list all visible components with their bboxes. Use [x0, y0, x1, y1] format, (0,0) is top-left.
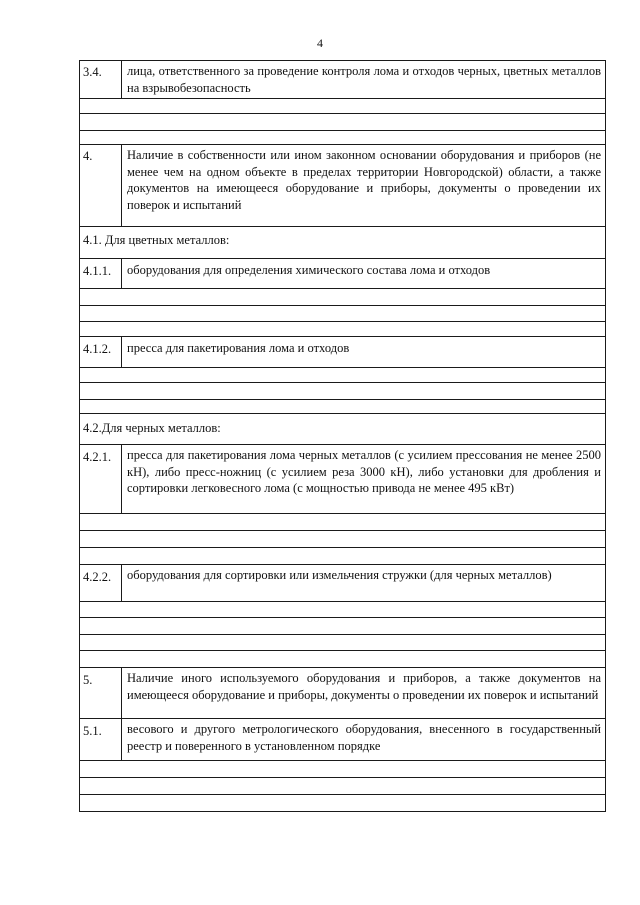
item-text: Наличие иного используемого оборудования и приборов, а также документов на имеющееся оборудование и приборы, документы о проведении их поверок и испытаний [127, 671, 601, 702]
row-divider [79, 367, 606, 368]
row-divider [79, 601, 606, 602]
row-divider [79, 60, 606, 61]
row-divider [79, 444, 606, 445]
item-number: 3.4. [83, 65, 102, 79]
column-divider [121, 60, 122, 98]
section-heading: 4.2.Для черных металлов: [83, 421, 221, 435]
table-right-border [605, 60, 606, 812]
row-divider [79, 288, 606, 289]
column-divider [121, 258, 122, 288]
item-text: оборудования для определения химического состава лома и отходов [127, 263, 491, 277]
item-number: 4.2.2. [83, 570, 112, 584]
row-divider [79, 258, 606, 259]
column-divider [121, 444, 122, 513]
row-divider [79, 113, 606, 114]
item-text: пресса для пакетирования лома и отходов [127, 341, 350, 355]
column-divider [121, 144, 122, 226]
row-divider [79, 811, 606, 812]
row-divider [79, 336, 606, 337]
row-divider [79, 305, 606, 306]
item-number: 4.1.1. [83, 264, 112, 278]
item-number: 5.1. [83, 724, 102, 738]
table-left-border [79, 60, 80, 812]
row-divider [79, 144, 606, 145]
row-divider [79, 634, 606, 635]
item-text: весового и другого метрологического оборудования, внесенного в государственный реестр и поверенного в установленном порядке [127, 722, 601, 753]
row-divider [79, 617, 606, 618]
item-text: лица, ответственного за проведение контроля лома и отходов черных, цветных металлов на взрывобезопасность [127, 64, 601, 95]
row-divider [79, 98, 606, 99]
row-divider [79, 760, 606, 761]
item-number: 5. [83, 673, 93, 687]
item-text: пресса для пакетирования лома черных металлов (с усилием прессования не менее 2500 кН), либо пресс-ножниц (с усилием реза 3000 кН), либо установки для дробления и сортировки легковесного лома (с мощностью привода не менее 495 кВт) [127, 448, 601, 495]
requirements-table [79, 60, 606, 812]
row-divider [79, 718, 606, 719]
item-text: оборудования для сортировки или измельчения стружки (для черных металлов) [127, 568, 552, 582]
row-divider [79, 794, 606, 795]
row-divider [79, 413, 606, 414]
item-number: 4.1.2. [83, 342, 112, 356]
row-divider [79, 547, 606, 548]
row-divider [79, 564, 606, 565]
column-divider [121, 336, 122, 367]
page-number: 4 [317, 36, 323, 50]
row-divider [79, 650, 606, 651]
row-divider [79, 777, 606, 778]
row-divider [79, 382, 606, 383]
row-divider [79, 130, 606, 131]
section-heading: 4.1. Для цветных металлов: [83, 233, 230, 247]
row-divider [79, 667, 606, 668]
row-divider [79, 513, 606, 514]
row-divider [79, 530, 606, 531]
row-divider [79, 321, 606, 322]
item-text: Наличие в собственности или ином законном основании оборудования и приборов (не менее чем на одном объекте в пределах территории Новгородской) области, а также документов на имеющееся оборудование и приборы, документы о проведении их поверок и испытаний [127, 148, 601, 212]
row-divider [79, 226, 606, 227]
column-divider [121, 667, 122, 760]
item-number: 4.2.1. [83, 450, 112, 464]
row-divider [79, 399, 606, 400]
column-divider [121, 564, 122, 601]
item-number: 4. [83, 149, 93, 163]
